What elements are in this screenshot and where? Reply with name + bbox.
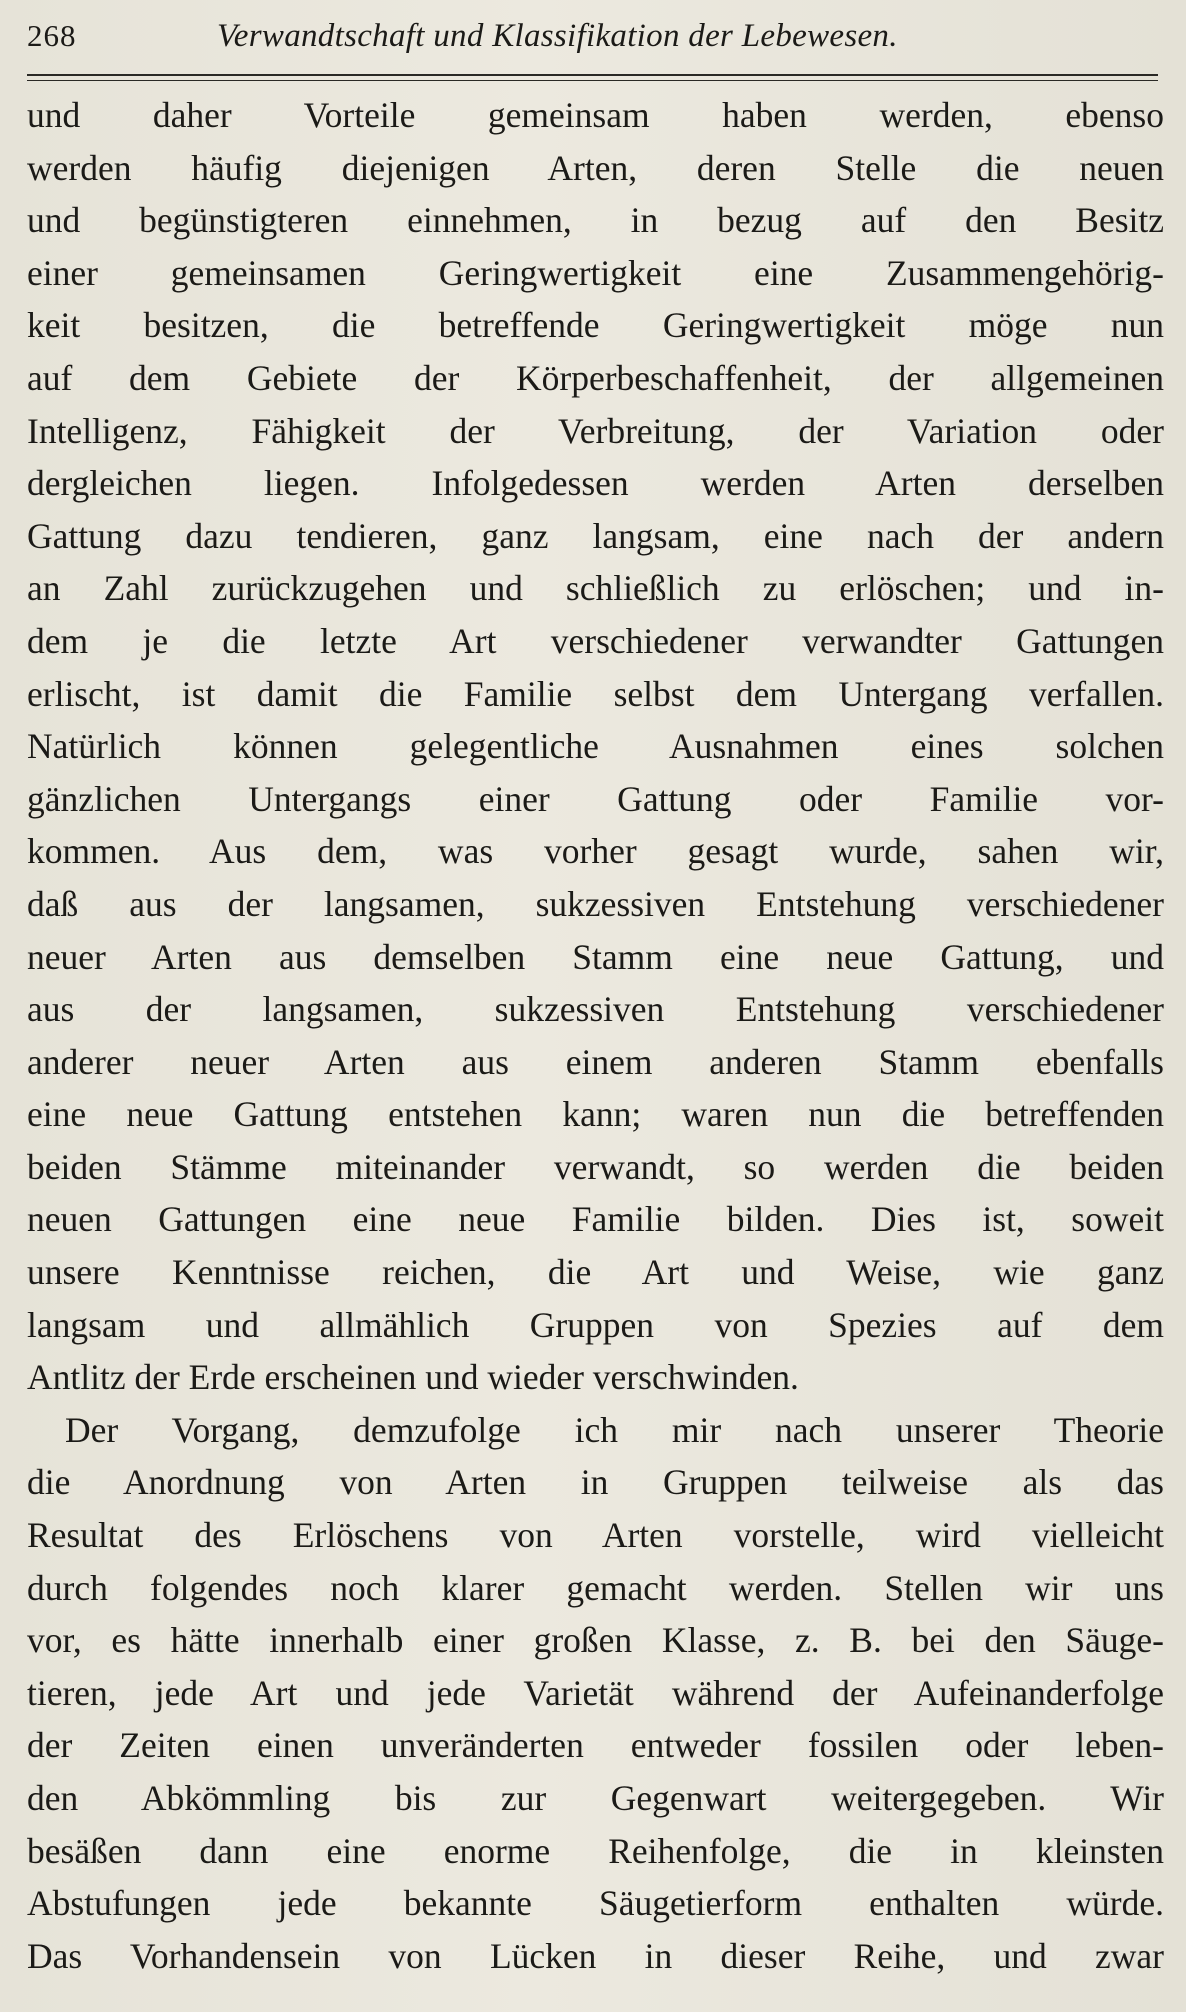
page-number: 268 [27,18,77,53]
text-line: tieren, jede Art und jede Varietät während der Aufeinanderfolge [27,1672,1164,1713]
text-line: Intelligenz, Fähigkeit der Verbreitung, der Variation oder [27,410,1164,451]
text-line: neuer Arten aus demselben Stamm eine neue Gattung, und [27,936,1164,977]
text-line: einer gemeinsamen Geringwertigkeit eine Zusammengehörig- [27,252,1164,293]
text-line: anderer neuer Arten aus einem anderen Stamm ebenfalls [27,1041,1164,1082]
text-line: vor, es hätte innerhalb einer großen Klasse, z. B. bei den Säuge- [27,1620,1164,1661]
text-line: dem je die letzte Art verschiedener verwandter Gattungen [27,620,1164,661]
paragraph-1 [27,89,1164,1404]
text-line: Resultat des Erlöschens von Arten vorstelle, wird vielleicht [27,1515,1164,1556]
text-line: eine neue Gattung entstehen kann; waren nun die betreffenden [27,1094,1164,1135]
text-line: dergleichen liegen. Infolgedessen werden Arten derselben [27,463,1164,504]
text-line: Das Vorhandensein von Lücken in dieser Reihe, und zwar [27,1935,1164,1976]
text-line: durch folgendes noch klarer gemacht werden. Stellen wir uns [27,1567,1164,1608]
text-line: auf dem Gebiete der Körperbeschaffenheit, der allgemeinen [27,357,1164,398]
header-rule [27,74,1158,81]
text-line: Antlitz der Erde erscheinen und wieder verschwinden. [27,1357,799,1398]
text-line: besäßen dann eine enorme Reihenfolge, die in kleinsten [27,1830,1164,1871]
text-line: den Abkömmling bis zur Gegenwart weitergegeben. Wir [27,1778,1164,1818]
text-line: neuen Gattungen eine neue Familie bilden. Dies ist, soweit [27,1199,1164,1240]
text-line: und daher Vorteile gemeinsam haben werden, ebenso [27,95,1164,135]
body-text [27,89,1164,1982]
text-line: gänzlichen Untergangs einer Gattung oder Familie vor- [27,778,1164,819]
text-line: die Anordnung von Arten in Gruppen teilweise als das [27,1462,1164,1503]
text-line: und begünstigteren einnehmen, in bezug auf den Besitz [27,200,1164,241]
text-line: beiden Stämme miteinander verwandt, so werden die beiden [27,1146,1164,1187]
text-line: Der Vorgang, demzufolge ich mir nach unserer Theorie [65,1409,1164,1450]
text-line: daß aus der langsamen, sukzessiven Entstehung verschiedener [27,883,1164,924]
text-line: keit besitzen, die betreffende Geringwertigkeit möge nun [27,305,1164,346]
text-line: aus der langsamen, sukzessiven Entstehung verschiedener [27,989,1164,1030]
paragraph-2 [27,1404,1164,1983]
running-title: Verwandtschaft und Klassifikation der Lebewesen. [217,18,898,54]
page-header [27,0,1164,72]
text-line: erlischt, ist damit die Familie selbst dem Untergang verfallen. [27,673,1164,714]
text-line: werden häufig diejenigen Arten, deren Stelle die neuen [27,147,1164,188]
text-line: an Zahl zurückzugehen und schließlich zu erlöschen; und in- [27,568,1164,609]
text-line: unsere Kenntnisse reichen, die Art und Weise, wie ganz [27,1252,1164,1293]
text-line: kommen. Aus dem, was vorher gesagt wurde, sahen wir, [27,831,1164,872]
text-line: Gattung dazu tendieren, ganz langsam, eine nach der andern [27,515,1164,556]
text-line: Abstufungen jede bekannte Säugetierform enthalten würde. [27,1883,1164,1924]
text-line: der Zeiten einen unveränderten entweder fossilen oder leben- [27,1725,1164,1766]
text-line: Natürlich können gelegentliche Ausnahmen eines solchen [27,726,1164,767]
text-line: langsam und allmählich Gruppen von Spezies auf dem [27,1304,1164,1345]
